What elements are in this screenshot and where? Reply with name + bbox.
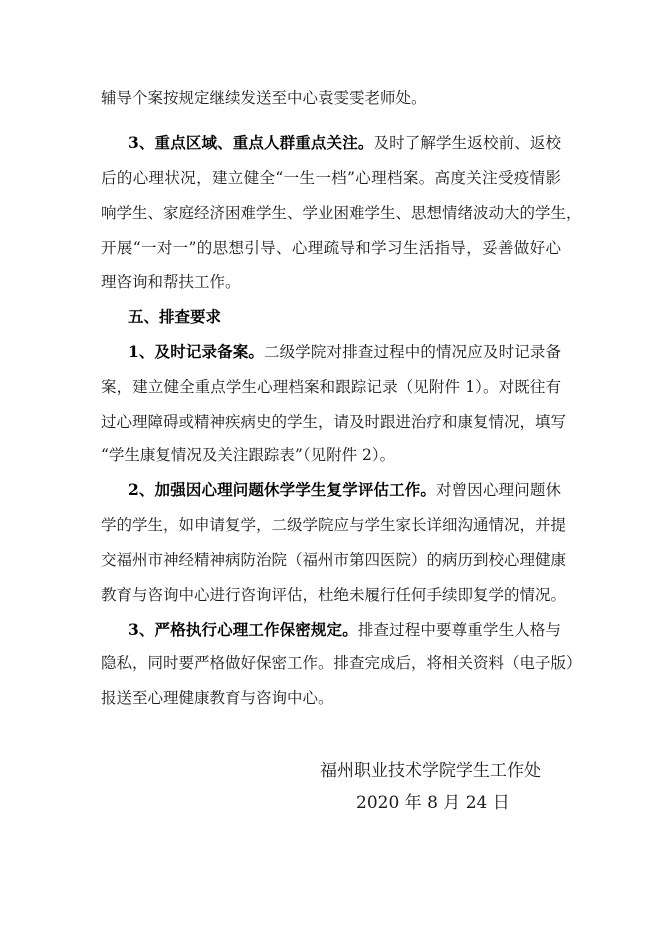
paragraph-line [128, 132, 561, 154]
item-heading: 3、严格执行心理工作保密规定。 [128, 620, 358, 639]
paragraph-line [128, 341, 561, 363]
item-heading: 3、重点区域、重点人群重点关注。 [128, 133, 374, 152]
item-heading: 2、加强因心理问题休学学生复学评估工作。 [128, 480, 437, 499]
item-text: 二级学院对排查过程中的情况应及时记录备 [264, 343, 561, 361]
paragraph-line: 辅导个案按规定继续发送至中心袁雯雯老师处。 [101, 89, 427, 107]
signature-organization: 福州职业技术学院学生工作处 [320, 761, 541, 781]
paragraph-line: 开展“一对一”的思想引导、心理疏导和学习生活指导，妥善做好心 [101, 239, 561, 257]
paragraph-line [128, 479, 561, 501]
paragraph-line: 报送至心理健康教育与咨询中心。 [101, 689, 334, 707]
paragraph-line: 理咨询和帮扶工作。 [101, 273, 241, 291]
paragraph-line: 响学生、家庭经济困难学生、学业困难学生、思想情绪波动大的学生， [101, 204, 582, 222]
paragraph-line: 交福州市神经精神病防治院（福州市第四医院）的病历到校心理健康 [101, 551, 567, 569]
signature-date: 2020 年 8 月 24 日 [356, 793, 510, 813]
paragraph-line: 教育与咨询中心进行咨询评估，杜绝未履行任何手续即复学的情况。 [101, 586, 567, 604]
paragraph-line: “学生康复情况及关注跟踪表”（见附件 2）。 [101, 446, 396, 464]
paragraph-line: 学的学生，如申请复学，二级学院应与学生家长详细沟通情况，并提 [101, 516, 567, 534]
item-text: 及时了解学生返校前、返校 [373, 134, 561, 152]
item-heading: 1、及时记录备案。 [128, 342, 265, 361]
paragraph-line: 后的心理状况，建立健全“一生一档”心理档案。高度关注受疫情影 [101, 169, 561, 187]
section-heading: 五、排查要求 [128, 307, 222, 326]
item-text: 对曾因心理问题休 [436, 481, 561, 499]
paragraph-line: 过心理障碍或精神疾病史的学生，请及时跟进治疗和康复情况，填写 [101, 413, 567, 431]
paragraph-line [128, 619, 561, 641]
item-text: 排查过程中要尊重学生人格与 [357, 621, 561, 639]
paragraph-line: 隐私，同时要严格做好保密工作。排查完成后，将相关资料（电子版） [101, 654, 582, 672]
paragraph-line: 案，建立健全重点学生心理档案和跟踪记录（见附件 1）。对既往有 [101, 378, 561, 396]
